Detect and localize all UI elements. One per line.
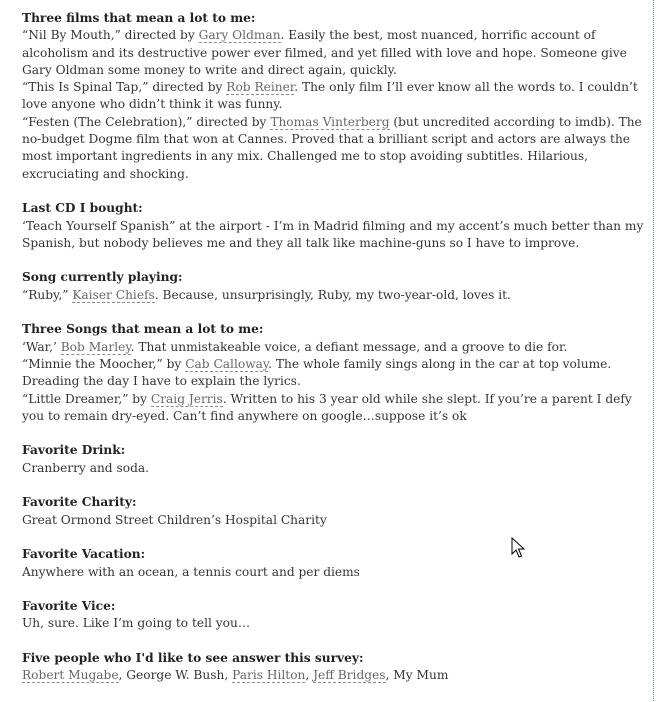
page-edge-divider [653, 0, 654, 701]
survey-section [22, 269, 652, 304]
answer-text: ‘War,’ [22, 339, 61, 354]
survey-section [22, 200, 652, 252]
answer-text: Cranberry and soda. [22, 460, 150, 475]
answer-text: . Easily the best, most nuanced, horrific account of alcoholism and its destructive power ever filmed, and yet filled with love and hope. Someone give Gary Oldman some money to write and direct again, quickly. [22, 28, 627, 77]
survey-section [22, 494, 652, 529]
answer-line [22, 391, 652, 426]
survey-section [22, 10, 652, 183]
answer-line [22, 218, 652, 253]
answer-text: . Written to his 3 year old while she slept. If you’re a parent I defy you to remain dry-eyed. Can’t find anywhere on google…suppose it’s ok [22, 391, 632, 423]
answer-text: “Little Dreamer,” by [22, 391, 151, 406]
answer-line [22, 27, 652, 79]
answer-text: “Ruby,” [22, 287, 73, 302]
section-heading: Three films that mean a lot to me: [22, 11, 256, 25]
section-heading: Favorite Drink: [22, 443, 126, 458]
answer-text: “This Is Spinal Tap,” directed by [22, 80, 227, 95]
answer-text: , [305, 668, 314, 683]
answer-text: , My Mum [385, 668, 449, 683]
answer-text: Uh, sure. Like I’m going to tell you… [22, 616, 251, 631]
link-kaiser-chiefs[interactable]: Kaiser Chiefs [72, 287, 155, 302]
survey-section [22, 650, 652, 685]
section-heading: Last CD I bought: [22, 201, 143, 216]
link-rob-reiner[interactable]: Rob Reiner [226, 80, 295, 95]
answer-line [22, 460, 652, 477]
answer-line [22, 114, 652, 183]
link-robert-mugabe[interactable]: Robert Mugabe [22, 668, 119, 683]
answer-text: Anywhere with an ocean, a tennis court and per diems [22, 564, 360, 579]
answer-text: (but uncredited according to imdb). The no-budget Dogme film that won at Cannes. Proved that a brilliant script and actors are always the most important ingredients in any mix. Challenged me to stop avoiding subtitles. Hilarious, excruciating and shocking. [22, 114, 642, 181]
survey-section [22, 598, 652, 633]
link-gary-oldman[interactable]: Gary Oldman [198, 28, 281, 43]
answer-text: Great Ormond Street Children’s Hospital Charity [22, 512, 327, 527]
answer-text: . That unmistakeable voice, a defiant message, and a groove to die for. [130, 339, 568, 354]
answer-line [22, 564, 652, 581]
answer-line [22, 287, 652, 304]
link-thomas-vinterberg[interactable]: Thomas Vinterberg [270, 114, 390, 129]
section-heading: Three Songs that mean a lot to me: [22, 322, 264, 337]
answer-text: ‘Teach Yourself Spanish” at the airport - I’m in Madrid filming and my accent’s much better than my Spanish, but nobody believes me and they all talk like machine-guns so I have to improve. [22, 218, 644, 250]
answer-text: “Nil By Mouth,” directed by [22, 28, 199, 43]
article-body [22, 10, 652, 702]
link-jeff-bridges[interactable]: Jeff Bridges [313, 668, 386, 683]
section-heading: Five people who I'd like to see answer this survey: [22, 650, 364, 665]
answer-text: , George W. Bush, [118, 668, 233, 683]
link-craig-jerris[interactable]: Craig Jerris [150, 391, 223, 406]
section-heading: Song currently playing: [22, 270, 183, 285]
answer-text: “Minnie the Moocher,” by [22, 356, 186, 371]
answer-text: . The only film I’ll ever know all the words to. I couldn’t love anyone who didn’t think it was funny. [22, 80, 638, 112]
answer-text: “Festen (The Celebration),” directed by [22, 114, 271, 129]
survey-section [22, 546, 652, 581]
answer-line [22, 615, 652, 632]
section-heading: Favorite Charity: [22, 495, 137, 510]
mouse-pointer-icon [511, 537, 525, 559]
answer-line [22, 339, 652, 356]
answer-text: . Because, unsurprisingly, Ruby, my two-year-old, loves it. [154, 287, 511, 302]
section-heading: Favorite Vacation: [22, 547, 146, 562]
link-cab-calloway[interactable]: Cab Calloway [185, 356, 269, 371]
survey-section [22, 321, 652, 425]
link-bob-marley[interactable]: Bob Marley [60, 339, 131, 354]
survey-section [22, 442, 652, 477]
answer-line [22, 512, 652, 529]
answer-text: . The whole family sings along in the car at top volume. Dreading the day I have to explain the lyrics. [22, 356, 612, 389]
link-paris-hilton[interactable]: Paris Hilton [232, 668, 306, 683]
section-heading: Favorite Vice: [22, 599, 116, 614]
answer-line [22, 79, 652, 114]
answer-line [22, 667, 652, 684]
answer-line [22, 356, 652, 391]
